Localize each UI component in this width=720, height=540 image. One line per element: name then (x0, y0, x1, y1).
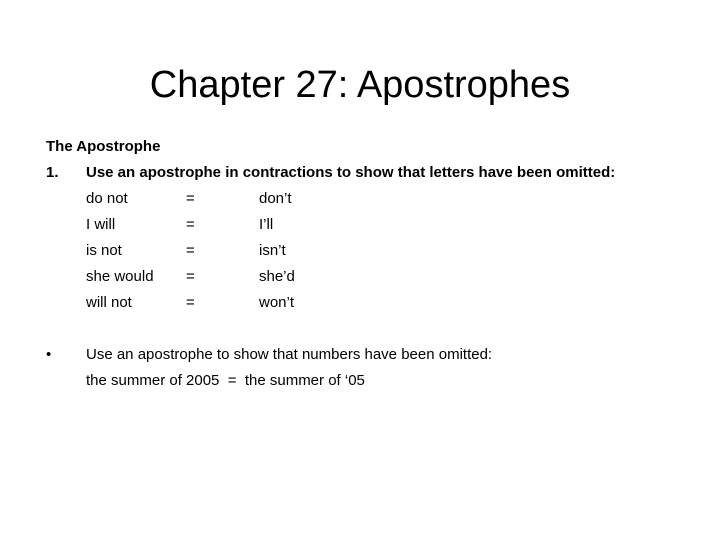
contraction-short: won’t (259, 294, 295, 311)
contraction-full: will not (86, 294, 132, 311)
contraction-full: is not (86, 242, 122, 259)
rule-2-example (86, 371, 365, 391)
rule-2-text: Use an apostrophe to show that numbers have been omitted: (86, 346, 493, 363)
contraction-short: don’t (259, 190, 292, 207)
contraction-short: isn’t (259, 242, 286, 259)
rule-1-number: 1. (46, 164, 59, 181)
contraction-full: do not (86, 190, 128, 207)
contraction-equals: = (186, 216, 195, 233)
contraction-equals: = (186, 268, 195, 285)
rule-2-example-text: the summer of 2005 = the summer of ‘05 (86, 372, 365, 389)
contraction-equals: = (186, 190, 195, 207)
contraction-equals: = (186, 242, 195, 259)
slide-title: Chapter 27: Apostrophes (149, 64, 571, 106)
bullet-icon: • (46, 346, 52, 363)
rule-1-text: Use an apostrophe in contractions to show that letters have been omitted: (86, 164, 616, 181)
section-heading: The Apostrophe (46, 138, 161, 155)
contraction-short: she’d (259, 268, 295, 285)
contraction-full: she would (86, 268, 154, 285)
contraction-full: I will (86, 216, 116, 233)
contraction-short: I’ll (259, 216, 274, 233)
contraction-equals: = (186, 294, 195, 311)
